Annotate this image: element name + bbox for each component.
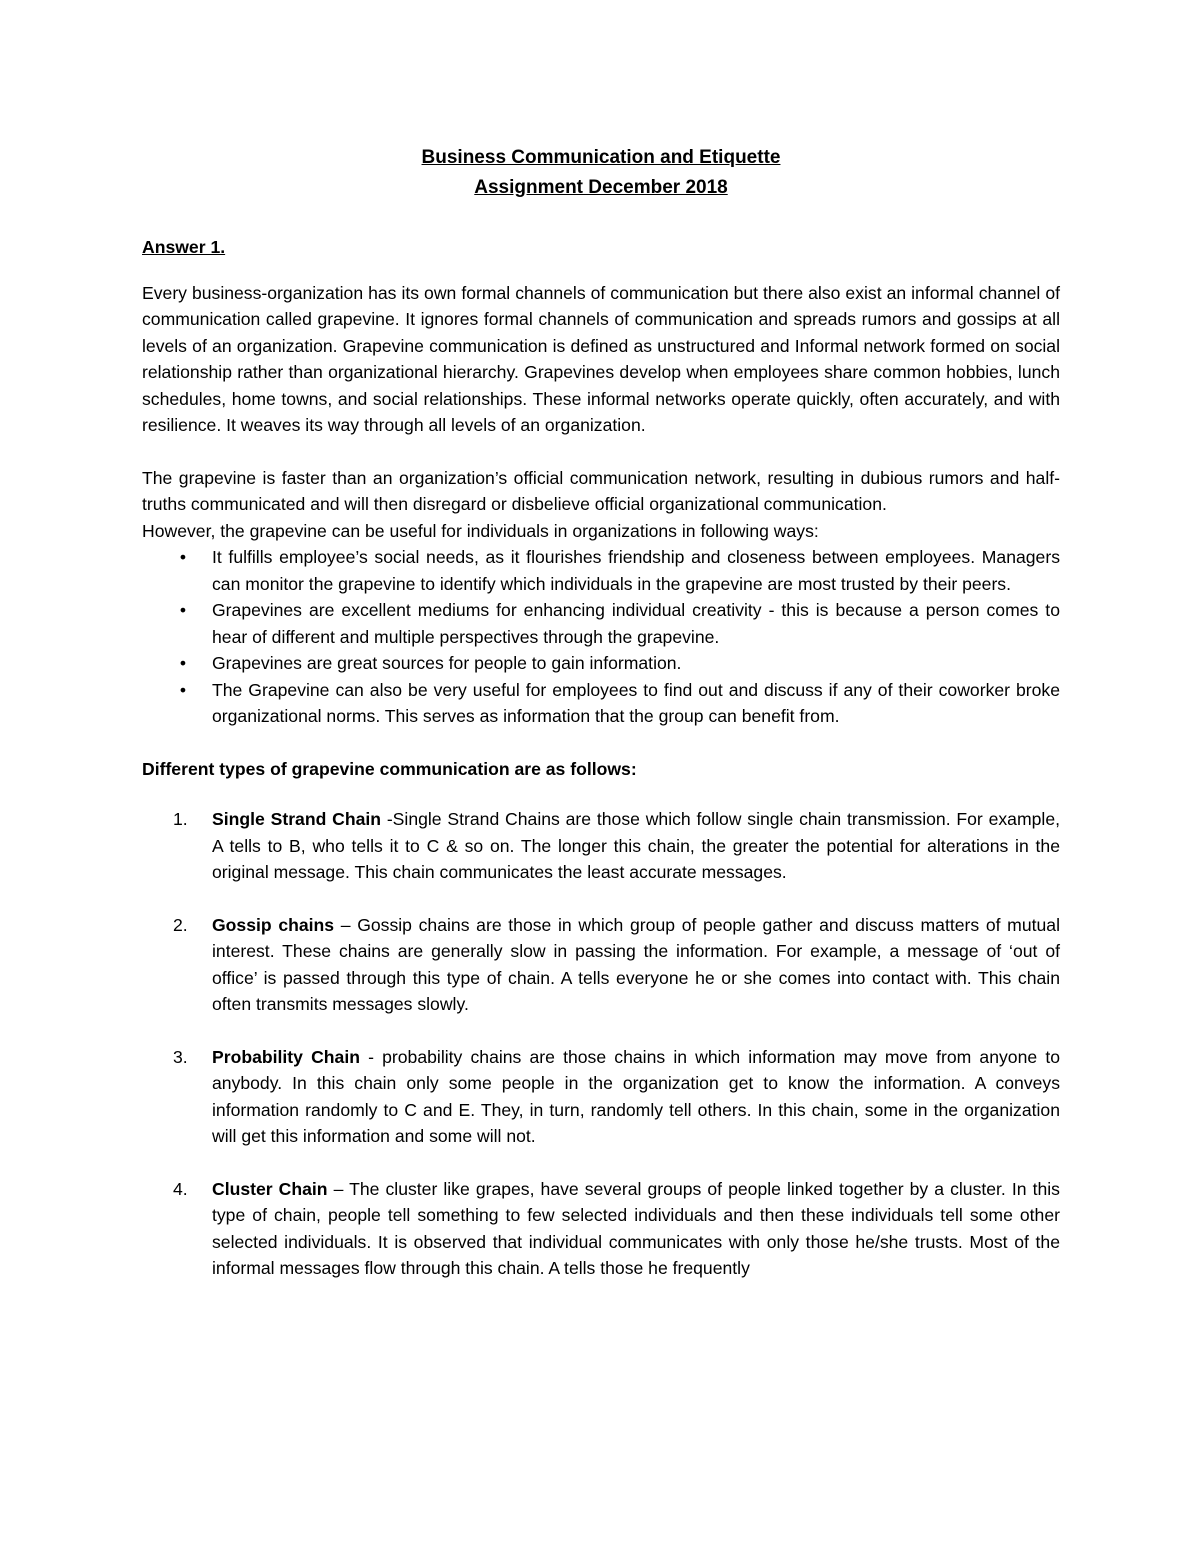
bullet-icon: •	[179, 679, 187, 700]
chain-term: Probability Chain	[212, 1046, 360, 1067]
list-item	[142, 1176, 1060, 1282]
bullet-text: The Grapevine can also be very useful for employees to find out and discuss if any of their coworker broke organizational norms. This serves as information that the group can benefit from.	[212, 679, 1060, 726]
document-subtitle: Assignment December 2018	[474, 177, 728, 198]
list-number: 2.	[173, 914, 188, 935]
chain-description: – The cluster like grapes, have several groups of people linked together by a cluster. In this type of chain, people tell something to few selected individuals and then these individuals tell some other selected individuals. It is observed that individual communicates with only those he/she trusts. Most of the informal messages flow through this chain. A tells those he frequently	[212, 1178, 1060, 1278]
chain-description: – Gossip chains are those in which group of people gather and discuss matters of mutual interest. These chains are generally slow in passing the information. For example, a message of ‘out of office’ is passed through this type of chain. A tells everyone he or she comes into contact with. This chain often transmits messages slowly.	[212, 914, 1060, 1014]
bullet-text: Grapevines are excellent mediums for enhancing individual creativity - this is because a person comes to hear of different and multiple perspectives through the grapevine.	[212, 600, 1060, 647]
paragraph-intro: Every business-organization has its own formal channels of communication but there also exist an informal channel of communication called grapevine. It ignores formal channels of communication and spreads rumors and gossips at all levels of an organization. Grapevine communication is defined as unstructured and Informal network formed on social relationship rather than organizational hierarchy. Grapevines develop when employees share common hobbies, lunch schedules, home towns, and social relationships. These informal networks operate quickly, often accurately, and with resilience. It weaves its way through all levels of an organization.	[142, 282, 1060, 435]
paragraph-grapevine-speed: The grapevine is faster than an organization’s official communication network, resulting in dubious rumors and half-truths communicated and will then disregard or disbelieve official organizational communication.	[142, 467, 1060, 514]
list-item	[142, 597, 1060, 650]
types-heading: Different types of grapevine communication are as follows:	[142, 758, 637, 779]
numbered-list	[142, 806, 1060, 1282]
document-title: Business Communication and Etiquette	[421, 147, 781, 168]
list-item	[142, 806, 1060, 886]
bullet-icon: •	[179, 547, 187, 567]
chain-description: - probability chains are those chains in which information may move from anyone to anybody. In this chain only some people in the organization get to know the information. A conveys information randomly to C and E. They, in turn, randomly tell others. In this chain, some in the organization will get this information and some will not.	[212, 1046, 1060, 1146]
chain-term: Gossip chains	[212, 914, 335, 935]
list-item	[142, 677, 1060, 730]
list-item	[142, 650, 1060, 677]
bullet-list	[142, 544, 1060, 730]
document-page	[142, 143, 1060, 1282]
list-number: 3.	[173, 1046, 188, 1067]
bullet-icon: •	[179, 600, 187, 620]
list-item	[142, 912, 1060, 1018]
answer-heading: Answer 1.	[142, 237, 226, 257]
title-block	[142, 143, 1060, 203]
bullet-icon: •	[179, 653, 187, 673]
chain-term: Single Strand Chain	[212, 809, 382, 829]
list-item	[142, 544, 1060, 597]
paragraph-usefulness: However, the grapevine can be useful for individuals in organizations in following ways:	[142, 520, 819, 541]
bullet-text: Grapevines are great sources for people to gain information.	[212, 653, 682, 673]
list-number: 4.	[173, 1178, 188, 1199]
bullet-text: It fulfills employee’s social needs, as it flourishes friendship and closeness between employees. Managers can monitor the grapevine to identify which individuals in the grapevine are most trusted by their peers.	[212, 547, 1060, 594]
list-number: 1.	[173, 809, 188, 829]
chain-term: Cluster Chain	[212, 1178, 328, 1199]
chain-description: -Single Strand Chains are those which follow single chain transmission. For example, A tells to B, who tells it to C & so on. The longer this chain, the greater the potential for alterations in the original message. This chain communicates the least accurate messages.	[212, 809, 1060, 882]
list-item	[142, 1044, 1060, 1150]
